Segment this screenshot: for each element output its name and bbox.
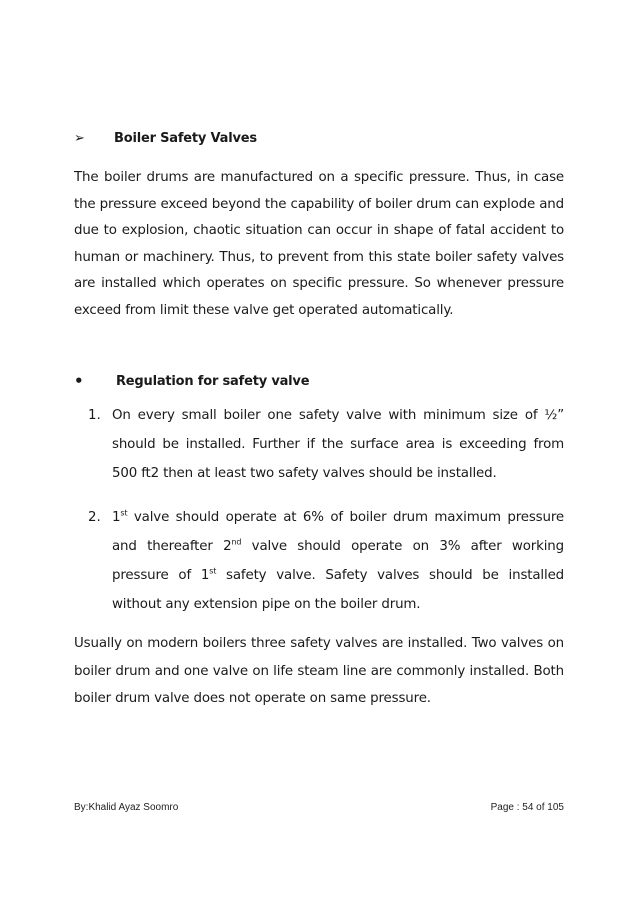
list-item bbox=[88, 401, 564, 488]
bullet-icon: • bbox=[74, 372, 84, 390]
footer-author: By:Khalid Ayaz Soomro bbox=[74, 802, 179, 813]
ordinal-suffix: st bbox=[209, 566, 217, 576]
list-item-text bbox=[112, 503, 564, 619]
text-fragment: 1 bbox=[112, 510, 121, 525]
ordinal-suffix: nd bbox=[231, 537, 242, 547]
intro-paragraph: The boiler drums are manufactured on a specific pressure. Thus, in case the pressure exceed beyond the capability of boiler drum can explode and due to explosion, chaotic situation can occur in shape of fatal accident to human or machinery. Thus, to prevent from this state boiler safety valves are installed which operates on specific pressure. So whenever pressure exceed from limit these valve get operated automatically. bbox=[74, 170, 564, 318]
page-footer bbox=[74, 802, 564, 813]
subsection-title: Regulation for safety valve bbox=[116, 373, 310, 389]
footer-page-number: Page : 54 of 105 bbox=[490, 802, 564, 813]
text-fragment: valve should operate on 3% after working pressure of 1 bbox=[112, 539, 564, 583]
list-item bbox=[88, 503, 564, 619]
ordinal-suffix: st bbox=[120, 508, 128, 518]
section-heading bbox=[74, 131, 564, 146]
section-title: Boiler Safety Valves bbox=[114, 131, 257, 146]
closing-paragraph: Usually on modern boilers three safety valves are installed. Two valves on boiler drum and one valve on life steam line are commonly installed. Both boiler drum valve does not operate on same pressure. bbox=[74, 636, 564, 706]
list-number: 2. bbox=[88, 510, 101, 525]
list-number: 1. bbox=[88, 408, 101, 423]
text-fragment: safety valve. Safety valves should be installed without any extension pipe on the boiler drum. bbox=[112, 568, 565, 612]
subsection-heading bbox=[74, 372, 564, 390]
list-item-text: On every small boiler one safety valve with minimum size of ½” should be installed. Further if the surface area is exceeding from 500 ft2 then at least two safety valves should be installed. bbox=[112, 408, 564, 481]
text-fragment: valve should operate at 6% of boiler drum maximum pressure and thereafter 2 bbox=[112, 510, 564, 554]
arrow-bullet-icon: ➢ bbox=[74, 131, 85, 146]
